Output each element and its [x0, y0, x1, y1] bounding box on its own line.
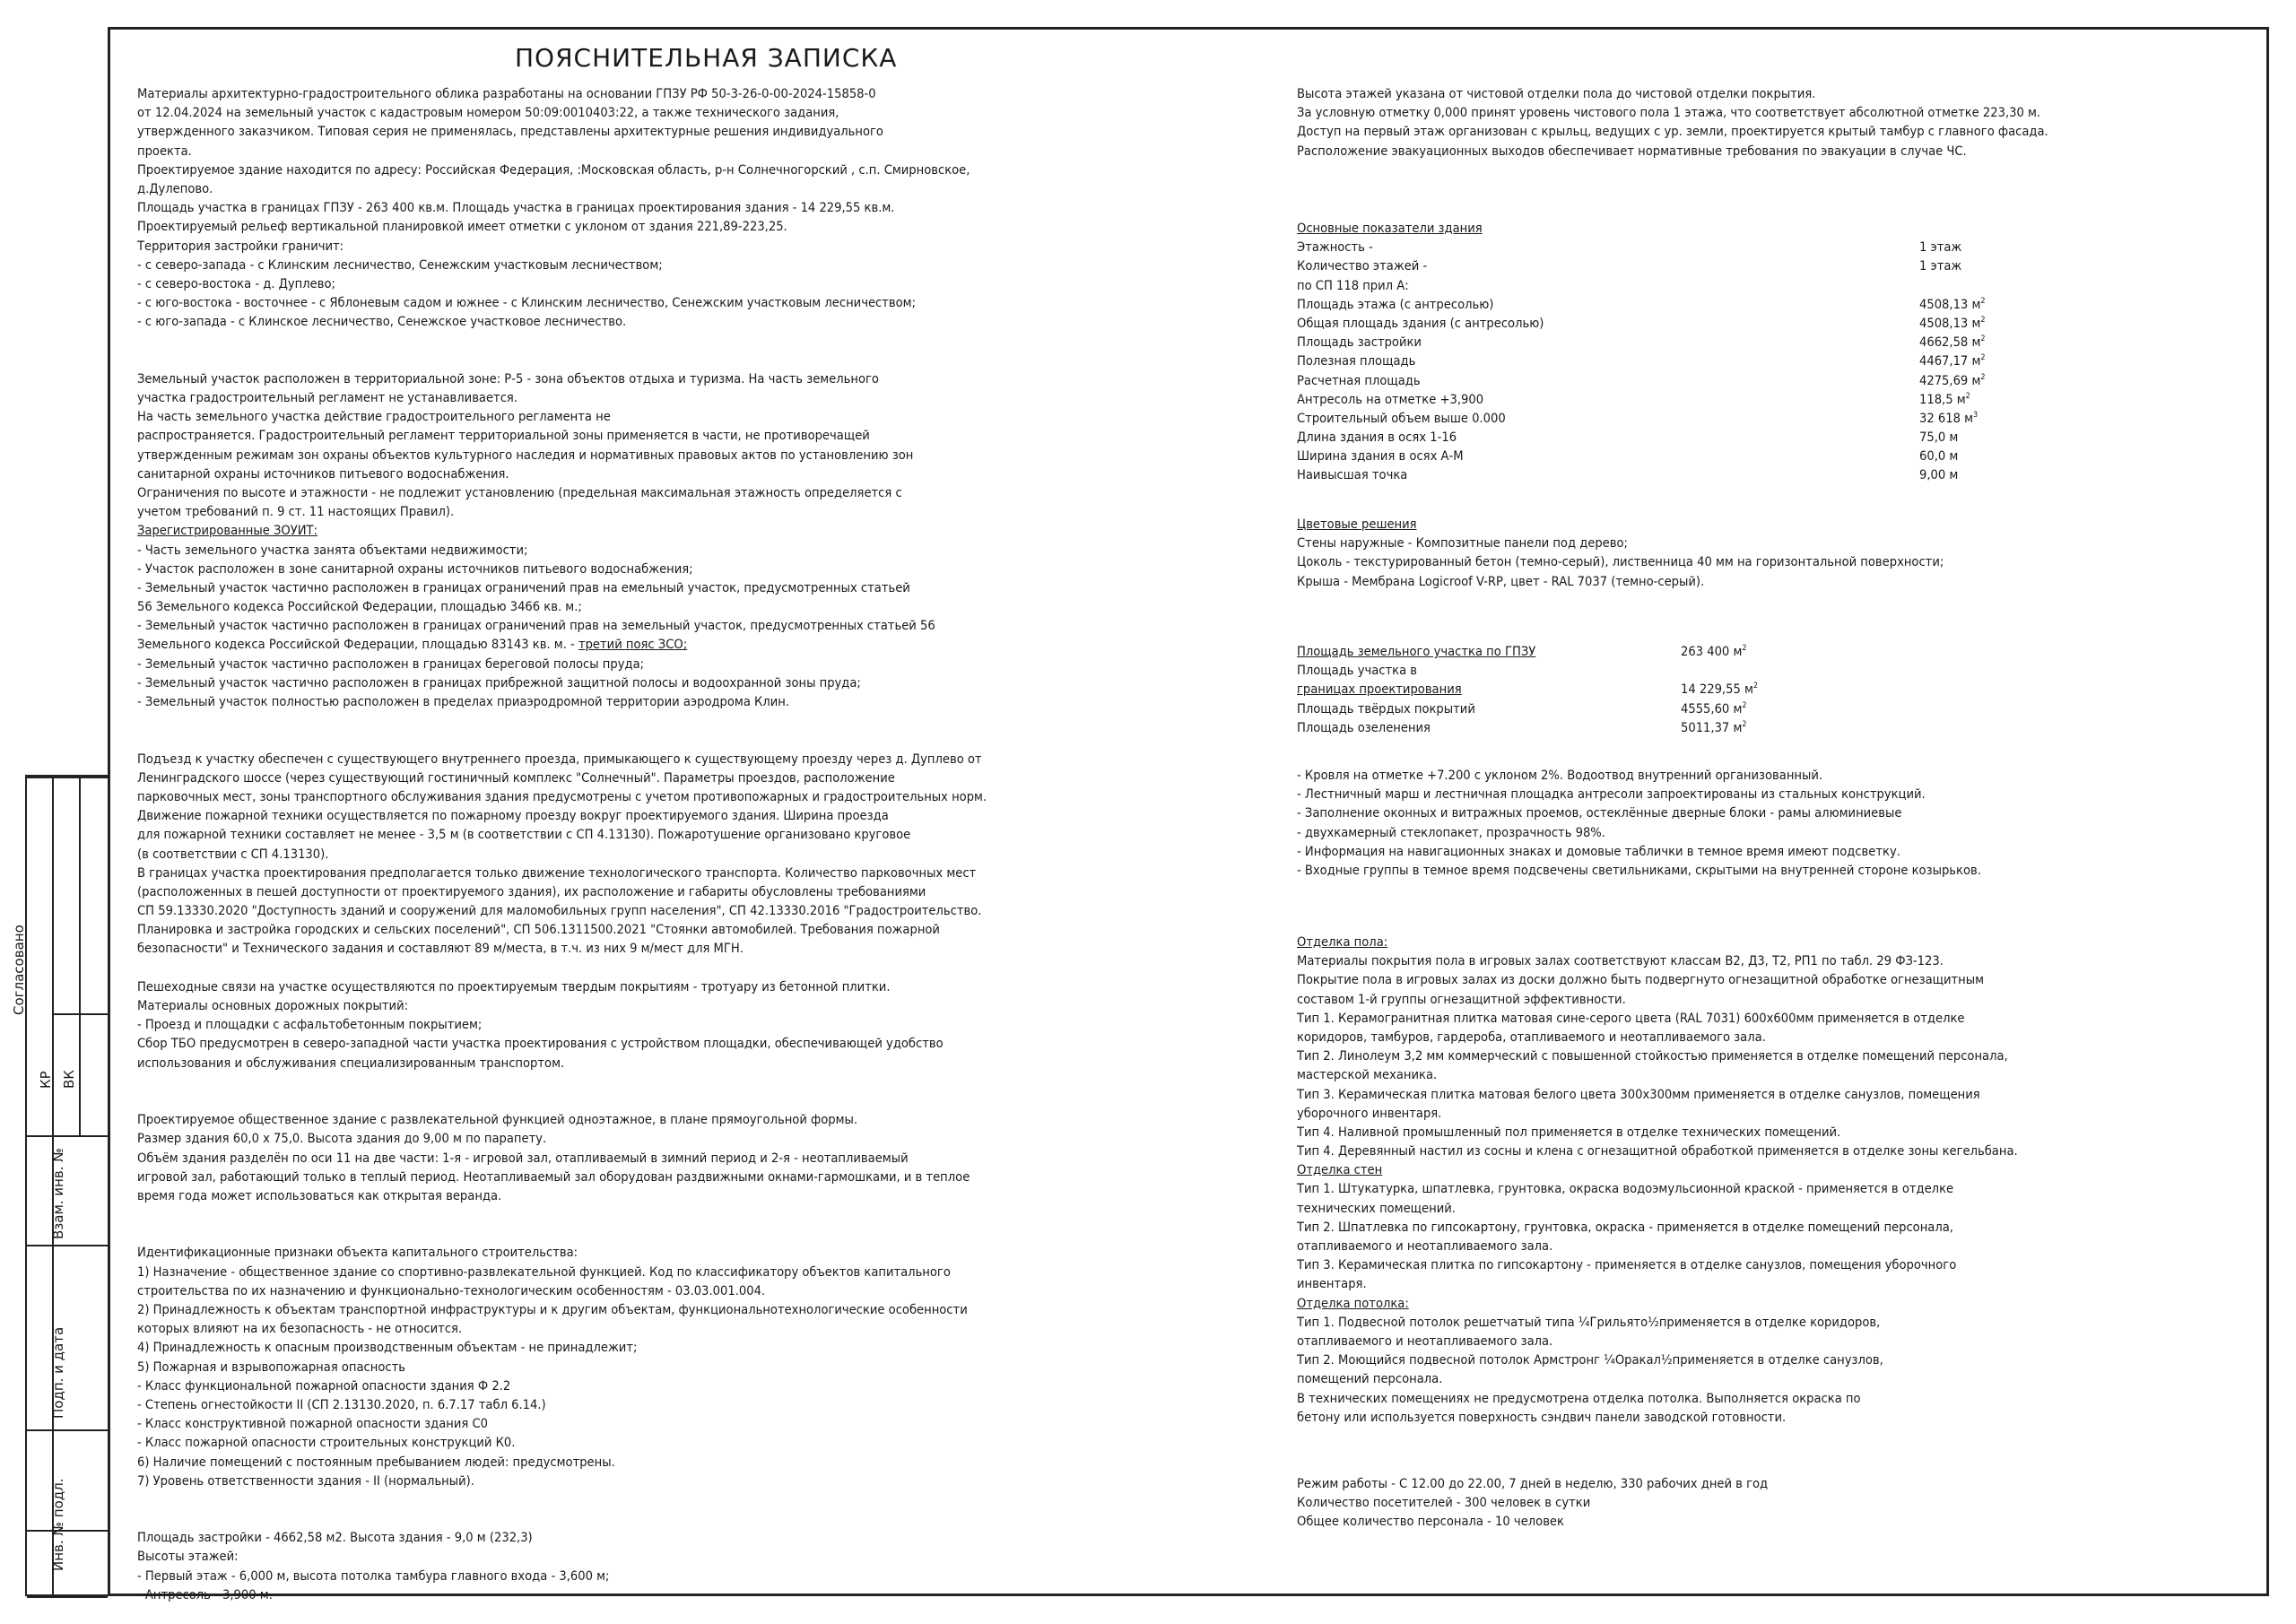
- text-line: Цоколь - текстурированный бетон (темно-серый), лиственница 40 мм на горизонтальной поверхности;: [1297, 554, 1944, 570]
- text-line: Расположение эвакуационных выходов обеспечивает нормативные требования по эвакуации в случае ЧС.: [1297, 143, 1967, 159]
- text-line: Высота этажей указана от чистовой отделки пола до чистовой отделки покрытия.: [1297, 86, 1816, 101]
- text-line: Проектируемое здание находится по адресу: Российская Федерация, :Московская область, р-н Солнечногорский , с.п. Смирновское,: [137, 161, 970, 178]
- text-line: инвентаря.: [1297, 1276, 1367, 1292]
- text-line: Материалы основных дорожных покрытий:: [137, 998, 409, 1013]
- indicator-label: Длина здания в осях 1-16: [1297, 430, 1457, 446]
- text-line: Тип 3. Керамическая плитка матовая белого цвета 300х300мм применяется в отделке санузлов, помещения: [1297, 1086, 1980, 1102]
- indicator-label: Количество этажей -: [1297, 258, 1428, 274]
- text-line: Доступ на первый этаж организован с крыльц, ведущих с ур. земли, проектируется крытый тамбур с главного фасада.: [1297, 124, 2048, 140]
- text-line: проекта.: [137, 143, 192, 159]
- text-line: - Часть земельного участка занята объектами недвижимости;: [137, 542, 528, 558]
- text-line: [137, 351, 987, 369]
- text-line: - Первый этаж - 6,000 м, высота потолка тамбура главного входа - 3,600 м;: [137, 1568, 610, 1584]
- text-line: Крыша - Мембрана Logicroof V-RP, цвет - RAL 7037 (темно-серый).: [1297, 573, 1705, 589]
- text-line: Материалы архитектурно-градостроительного облика разработаны на основании ГПЗУ РФ 50-3-26-0-00-2024-15858-0: [137, 86, 876, 101]
- text-line: - с северо-востока - д. Дуплево;: [137, 275, 335, 291]
- indicator-label: Антресоль на отметке +3,900: [1297, 391, 1484, 407]
- text-line: отапливаемого и неотапливаемого зала.: [1297, 1333, 1553, 1349]
- site-label: Площадь участка в: [1297, 663, 1418, 679]
- indicator-label: Расчетная площадь: [1297, 372, 1421, 388]
- site-row: [1297, 699, 1835, 718]
- text-line: Тип 4. Наливной промышленный пол применяется в отделке технических помещений.: [1297, 1124, 1841, 1140]
- site-table: [1297, 642, 1835, 737]
- text-line: Идентификационные признаки объекта капитального строительства:: [137, 1245, 578, 1261]
- text-line: [137, 1224, 987, 1243]
- text-line: Пешеходные связи на участке осуществляются по проектируемым твердым покрытиям - тротуару из бетонной плитки.: [137, 978, 891, 994]
- text-line: - Земельный участок частично расположен в границах береговой полосы пруда;: [137, 656, 645, 672]
- text-line: Зарегистрированные ЗОУИТ:: [137, 523, 317, 539]
- text-line: безопасности" и Технического задания и составляют 89 м/места, в т.ч. из них 9 м/мест для МГН.: [137, 941, 744, 957]
- indicator-row: [1297, 390, 2014, 409]
- finish-heading: Отделка пола:: [1297, 934, 1388, 950]
- text-line: Количество посетителей - 300 человек в сутки: [1297, 1495, 1591, 1511]
- bullet-line: - Заполнение оконных и витражных проемов, остеклённые дверные блоки - рамы алюминиевые: [1297, 805, 1902, 821]
- indicator-row: [1297, 333, 2014, 352]
- text-line: Проектируемый рельеф вертикальной планировкой имеет отметки с уклоном от здания 221,89-223,25.: [137, 219, 787, 235]
- text-line: распространяется. Градостроительный регламент территориальной зоны применяется в части, не противоречащей: [137, 428, 870, 444]
- bullet-line: - Входные группы в темное время подсвечены светильниками, скрытыми на внутренней стороне козырьков.: [1297, 862, 1981, 878]
- text-line: [137, 1073, 987, 1091]
- text-line: парковочных мест, зоны транспортного обслуживания здания предусмотрены с учетом противопожарных и градостроительных норм.: [137, 788, 987, 804]
- indicator-row: [1297, 276, 2014, 295]
- text-line: учетом требований п. 9 ст. 11 настоящих Правил).: [137, 504, 455, 520]
- text-line: [137, 711, 987, 730]
- indicator-label: Площадь этажа (с антресолью): [1297, 296, 1494, 312]
- text-line: Движение пожарной техники осуществляется по пожарному проезду вокруг проектируемого здания. Ширина проезда: [137, 808, 889, 824]
- finish-heading: Отделка потолка:: [1297, 1295, 1409, 1311]
- text-line: бетону или используется поверхность сэндвич панели заводской готовности.: [1297, 1409, 1787, 1425]
- text-line: - Земельный участок частично расположен в границах прибрежной защитной полосы и водоохранной зоны пруда;: [137, 674, 861, 690]
- indicator-label: Площадь застройки: [1297, 334, 1422, 351]
- site-value: 5011,37 $м^2$: [1681, 719, 1747, 735]
- site-value: 14 229,55 $м^2$: [1681, 682, 1759, 698]
- indicator-label: Этажность -: [1297, 239, 1373, 256]
- text-line: Размер здания 60,0 х 75,0. Высота здания до 9,00 м по парапету.: [137, 1131, 547, 1147]
- finishes-notes: [1297, 933, 2018, 1427]
- indicator-value: 1 этаж: [1919, 239, 1962, 256]
- text-line: Тип 2. Линолеум 3,2 мм коммерческий с повышенной стойкостью применяется в отделке помещений персонала,: [1297, 1048, 2008, 1064]
- indicator-row: [1297, 409, 2014, 428]
- bullet-line: - двухкамерный стеклопакет, прозрачность 98%.: [1297, 824, 1605, 840]
- indicator-value: 75,0 м: [1919, 430, 1959, 446]
- text-line: [137, 331, 987, 350]
- indicator-row: [1297, 256, 2014, 275]
- indicator-label: Общая площадь здания (с антресолью): [1297, 315, 1544, 331]
- text-line: помещений персонала.: [1297, 1371, 1443, 1387]
- indicator-value: 4467,17 $м^2$: [1919, 353, 1986, 369]
- text-line: Тип 1. Штукатурка, шпатлевка, грунтовка, окраска водоэмульсионной краской - применяется в отделке: [1297, 1181, 1954, 1197]
- text-line: Покрытие пола в игровых залах из доски должно быть подвергнуто огнезащитной обработке огнезащитным: [1297, 972, 1985, 988]
- text-line: Высоты этажей:: [137, 1549, 239, 1565]
- text-line: (в соответствии с СП 4.13130).: [137, 846, 329, 862]
- text-line: Объём здания разделён по оси 11 на две части: 1-я - игровой зал, отапливаемый в зимний период и 2-я - неотапливаемый: [137, 1150, 909, 1166]
- text-line: - Земельный участок частично расположен в границах ограничений прав на земельный участок, предусмотренных статьей 56: [137, 618, 935, 634]
- finish-heading: Отделка стен: [1297, 1162, 1383, 1178]
- site-label: Площадь озеленения: [1297, 719, 1431, 735]
- text-line: Земельный участок расположен в территориальной зоне: Р-5 - зона объектов отдыха и туризма. На часть земельного: [137, 370, 879, 386]
- text-line: - Класс конструктивной пожарной опасности здания С0: [137, 1416, 488, 1432]
- text-line: Ленинградского шоссе (через существующий гостиничный комплекс "Солнечный". Параметры проездов, расположение: [137, 769, 895, 786]
- text-line: строительства по их назначению и функционально-технологическим особенностям - 03.03.001.004.: [137, 1282, 766, 1298]
- indicators-table: [1297, 219, 2014, 485]
- text-line: Тип 2. Шпатлевка по гипсокартону, грунтовка, окраска - применяется в отделке помещений персонала,: [1297, 1219, 1953, 1235]
- text-line: Площадь застройки - 4662,58 м2. Высота здания - 9,0 м (232,3): [137, 1530, 533, 1546]
- indicator-row: [1297, 465, 2014, 484]
- color-solutions: [1297, 515, 1944, 591]
- indicator-label: по СП 118 прил А:: [1297, 277, 1409, 293]
- text-line: от 12.04.2024 на земельный участок с кадастровым номером 50:09:0010403:22, а также технического задания,: [137, 105, 839, 121]
- text-line: - с юго-востока - восточнее - с Яблоневым садом и южнее - с Клинским лесничество, Сенежским участковым лесничеством;: [137, 295, 916, 311]
- text-line: мастерской механика.: [1297, 1067, 1438, 1083]
- text-line: Территория застройки граничит:: [137, 238, 344, 254]
- indicator-value: 60,0 м: [1919, 448, 1959, 465]
- text-line: В границах участка проектирования предполагается только движение технологического транспорта. Количество парковочных мест: [137, 864, 977, 881]
- text-line: На часть земельного участка действие градостроительного регламента не: [137, 409, 611, 425]
- text-line: технических помещений.: [1297, 1200, 1456, 1216]
- text-line: Общее количество персонала - 10 человек: [1297, 1514, 1564, 1530]
- text-line: - Антресоль - 3,900 м.: [137, 1586, 273, 1602]
- indicator-label: Строительный объем выше 0.000: [1297, 410, 1506, 426]
- indicator-row: [1297, 295, 2014, 314]
- indicator-value: 4508,13 $м^2$: [1919, 296, 1986, 312]
- site-row: [1297, 661, 1835, 680]
- indicator-row: [1297, 447, 2014, 465]
- site-value: 4555,60 $м^2$: [1681, 700, 1747, 716]
- text-line: Земельного кодекса Российской Федерации, площадью 83143 кв. м. - третий пояс ЗСО;: [137, 637, 688, 653]
- indicator-value: 9,00 м: [1919, 467, 1959, 483]
- site-row: [1297, 680, 1835, 699]
- site-label: Площадь твёрдых покрытий: [1297, 700, 1475, 716]
- text-line: игровой зал, работающий только в теплый период. Неотапливаемый зал оборудован раздвижными окнами-гармошками, и в теплое: [137, 1168, 970, 1185]
- text-line: Проектируемое общественное здание с развлекательной функцией одноэтажное, в плане прямоугольной формы.: [137, 1112, 858, 1128]
- text-line: 1) Назначение - общественное здание со спортивно-развлекательной функцией. Код по классификатору объектов капитального: [137, 1264, 951, 1280]
- text-line: [137, 1091, 987, 1110]
- text-line: составом 1-й группы огнезащитной эффективности.: [1297, 991, 1626, 1007]
- indicator-value: 118,5 $м^2$: [1919, 391, 1970, 407]
- indicator-label: Ширина здания в осях А-М: [1297, 448, 1464, 465]
- text-line: (расположенных в пешей доступности от проектируемого здания), их расположение и габариты обусловлены требованиями: [137, 883, 926, 899]
- text-line: 4) Принадлежность к опасным производственным объектам - не принадлежит;: [137, 1340, 638, 1356]
- site-label: границах проектирования: [1297, 682, 1462, 698]
- text-line: которых влияют на их безопасность - не относится.: [137, 1321, 463, 1337]
- roof-and-facade-notes: [1297, 766, 1981, 880]
- text-line: участка градостроительный регламент не устанавливается.: [137, 390, 517, 405]
- site-value: 263 400 $м^2$: [1681, 644, 1747, 659]
- text-line: д.Дулепово.: [137, 180, 213, 196]
- text-line: Планировка и застройка городских и сельских поселений", СП 506.1311500.2021 "Стоянки автомобилей. Требования пожарной: [137, 922, 940, 938]
- text-line: для пожарной техники составляет не менее - 3,5 м (в соответствии с СП 4.13130). Пожаротушение организовано круговое: [137, 827, 911, 843]
- text-line: - Класс пожарной опасности строительных конструкций К0.: [137, 1435, 516, 1451]
- text-line: В технических помещениях не предусмотрена отделка потолка. Выполняется окраска по: [1297, 1390, 1861, 1406]
- text-line: Подъезд к участку обеспечен с существующего внутреннего проезда, примыкающего к существующему проезду через д. Дуплево от: [137, 751, 982, 767]
- bullet-line: - Кровля на отметке +7.200 с уклоном 2%. Водоотвод внутренний организованный.: [1297, 768, 1823, 783]
- text-line: Сбор ТБО предусмотрен в северо-западной части участка проектирования с устройством площадки, обеспечивающей удобство: [137, 1036, 944, 1052]
- text-line: - Класс функциональной пожарной опасности здания Ф 2.2: [137, 1377, 511, 1394]
- text-line: Стены наружные - Композитные панели под дерево;: [1297, 535, 1628, 551]
- text-line: [137, 1205, 987, 1224]
- stamp-label-kr: КР: [38, 1071, 54, 1089]
- site-label: Площадь земельного участка по ГПЗУ: [1297, 644, 1536, 659]
- indicator-value: 1 этаж: [1919, 258, 1962, 274]
- text-line: Тип 3. Керамическая плитка по гипсокартону - применяется в отделке санузлов, помещения уборочного: [1297, 1257, 1957, 1273]
- text-line: санитарной охраны источников питьевого водоснабжения.: [137, 465, 509, 482]
- indicator-row: [1297, 428, 2014, 447]
- stamp-label-vk: ВК: [61, 1070, 77, 1089]
- text-line: 2) Принадлежность к объектам транспортной инфраструктуры и к другим объектам, функциональнотехнологические особенности: [137, 1302, 968, 1317]
- indicator-row: [1297, 371, 2014, 390]
- text-line: Тип 1. Подвесной потолок решетчатый типа ¼Грильято½применяется в отделке коридоров,: [1297, 1314, 1881, 1330]
- text-line: 56 Земельного кодекса Российской Федерации, площадью 3466 кв. м.;: [137, 599, 582, 615]
- text-line: Тип 2. Моющийся подвесной потолок Армстронг ¼Оракал½применяется в отделке санузлов,: [1297, 1352, 1883, 1368]
- text-line: Режим работы - С 12.00 до 22.00, 7 дней в неделю, 330 рабочих дней в год: [1297, 1476, 1769, 1491]
- indicator-value: 4662,58 $м^2$: [1919, 334, 1986, 351]
- text-line: Ограничения по высоте и этажности - не подлежит установлению (предельная максимальная этажность определяется с: [137, 484, 902, 500]
- stamp-label-vzam: Взам. инв. №: [50, 1148, 66, 1239]
- stamp-label-inv: Инв. № подл.: [50, 1478, 66, 1571]
- indicators-heading: Основные показатели здания: [1297, 221, 1483, 236]
- right-intro: [1297, 84, 2048, 161]
- indicator-value: 4508,13 $м^2$: [1919, 315, 1986, 331]
- text-line: время года может использоваться как открытая веранда.: [137, 1187, 502, 1203]
- indicator-row: [1297, 314, 2014, 333]
- text-line: Материалы покрытия пола в игровых залах соответствуют классам В2, Д3, Т2, РП1 по табл. 29 ФЗ-123.: [1297, 953, 1944, 969]
- bullet-line: - Информация на навигационных знаках и домовые таблички в темное время имеют подсветку.: [1297, 843, 1900, 859]
- approval-stamp: [25, 775, 108, 1596]
- colors-heading: Цветовые решения: [1297, 517, 1417, 532]
- text-line: СП 59.13330.2020 "Доступность зданий и сооружений для маломобильных групп населения", СП 42.13330.2016 "Градостроительство.: [137, 903, 982, 919]
- text-line: отапливаемого и неотапливаемого зала.: [1297, 1238, 1553, 1254]
- text-line: 6) Наличие помещений с постоянным пребыванием людей: предусмотрены.: [137, 1454, 615, 1470]
- text-line: - с юго-запада - с Клинское лесничество, Сенежское участковое лесничество.: [137, 314, 627, 330]
- site-row: [1297, 718, 1835, 737]
- text-line: [137, 1509, 987, 1528]
- text-line: 7) Уровень ответственности здания - II (нормальный).: [137, 1472, 474, 1489]
- indicator-value: 4275,69 $м^2$: [1919, 372, 1986, 388]
- text-line: - с северо-запада - с Клинским лесничество, Сенежским участковым лесничеством;: [137, 256, 663, 273]
- text-line: 5) Пожарная и взрывопожарная опасность: [137, 1359, 405, 1375]
- text-line: [137, 1490, 987, 1509]
- text-line: Тип 1. Керамогранитная плитка матовая сине-серого цвета (RAL 7031) 600х600мм применяется в отделке: [1297, 1010, 1965, 1026]
- left-column: [137, 84, 987, 1604]
- text-line: - Степень огнестойкости II (СП 2.13130.2020, п. 6.7.17 табл 6.14.): [137, 1396, 546, 1412]
- text-line: использования и обслуживания специализированным транспортом.: [137, 1055, 565, 1071]
- indicator-label: Наивысшая точка: [1297, 467, 1408, 483]
- text-line: [137, 959, 987, 977]
- indicator-row: [1297, 352, 2014, 370]
- text-line: Тип 4. Деревянный настил из сосны и клена с огнезащитной обработкой применяется в отделке зоны кегельбана.: [1297, 1143, 2018, 1159]
- text-line: уборочного инвентаря.: [1297, 1105, 1442, 1121]
- text-line: [137, 730, 987, 749]
- text-line: утвержденным режимам зон охраны объектов культурного наследия и нормативных правовых актов по установлению зон: [137, 447, 914, 463]
- stamp-label-podp: Подп. и дата: [50, 1326, 66, 1419]
- stamp-label-soglasovano: Согласовано: [11, 925, 27, 1015]
- text-line: За условную отметку 0,000 принят уровень чистового пола 1 этажа, что соответствует абсолютной отметке 223,30 м.: [1297, 105, 2041, 121]
- site-row: [1297, 642, 1835, 661]
- indicator-row: [1297, 238, 2014, 256]
- text-line: утвержденного заказчиком. Типовая серия не применялась, представлены архитектурные решения индивидуального: [137, 124, 883, 140]
- text-line: коридоров, тамбуров, гардероба, отапливаемого и неотапливаемого зала.: [1297, 1029, 1766, 1045]
- indicator-label: Полезная площадь: [1297, 353, 1416, 369]
- operation-schedule: [1297, 1474, 1768, 1532]
- text-line: - Земельный участок частично расположен в границах ограничений прав на емельный участок, предусмотренных статьей: [137, 579, 910, 595]
- page-title: ПОЯСНИТЕЛЬНАЯ ЗАПИСКА: [515, 43, 898, 73]
- indicator-value: 32 618 $м^3$: [1919, 410, 1979, 426]
- text-line: - Земельный участок полностью расположен в пределах приаэродромной территории аэродрома Клин.: [137, 694, 790, 709]
- text-line: Площадь участка в границах ГПЗУ - 263 400 кв.м. Площадь участка в границах проектирования здания - 14 229,55 кв.м.: [137, 200, 895, 216]
- bullet-line: - Лестничный марш и лестничная площадка антресоли запроектированы из стальных конструкций.: [1297, 786, 1926, 803]
- text-line: - Участок расположен в зоне санитарной охраны источников питьевого водоснабжения;: [137, 560, 693, 577]
- text-line: - Проезд и площадки с асфальтобетонным покрытием;: [137, 1017, 483, 1033]
